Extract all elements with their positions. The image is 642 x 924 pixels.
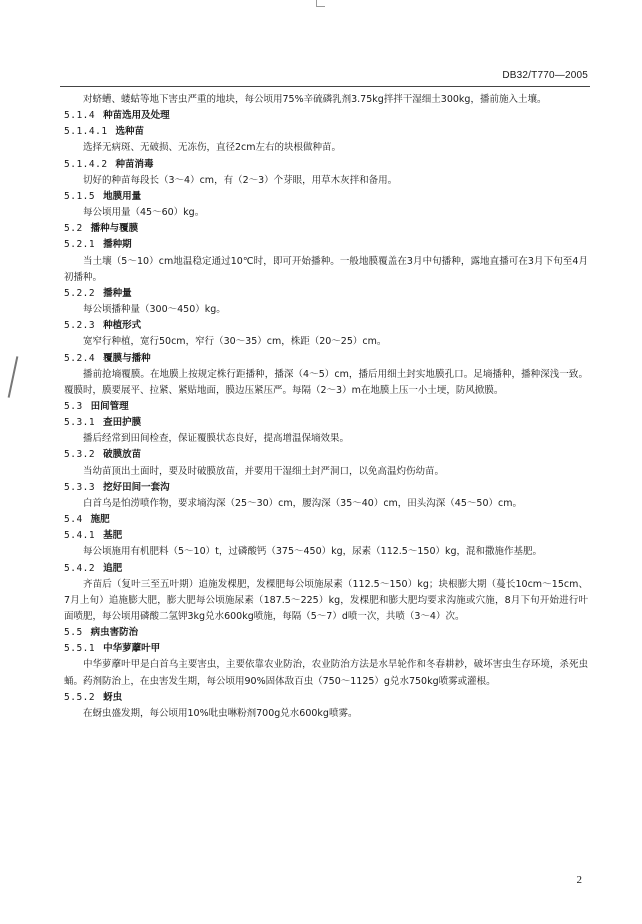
section-heading [64,690,588,706]
section-number: 5.2.3 [64,320,96,332]
section-title: 种苗选用及处理 [103,110,170,122]
section-title: 基肥 [103,530,123,542]
section-number: 5.5 [64,627,83,639]
section-heading [64,108,588,124]
section-title: 选种苗 [115,126,145,138]
section-number: 5.4.1 [64,530,96,542]
section-number: 5.2.2 [64,287,96,299]
section-heading [64,528,588,544]
section-number: 5.1.4.1 [64,126,108,138]
section-number: 5.4 [64,514,83,526]
section-number: 5.2.1 [64,239,96,251]
section-title: 破膜放苗 [103,449,142,461]
section-heading [64,351,588,367]
body-paragraph: 切好的种苗每段长（3～4）cm，有（2～3）个芽眼，用草木灰拌和备用。 [83,174,398,186]
section-number: 5.3.1 [64,417,96,429]
body-paragraph: 对蛴螬、蝼蛄等地下害虫严重的地块，每公顷用75%辛硫磷乳剂3.75kg拌拌干湿细土300kg，播前施入土壤。 [83,94,547,105]
section-heading [64,157,588,173]
body-paragraph: 当土壤（5～10）cm地温稳定通过10℃时，即可开始播种。一般地膜覆盖在3月中旬播种，露地直播可在3月下旬至4月初播种。 [64,255,588,283]
section-title: 种苗消毒 [115,158,154,170]
body-paragraph: 每公顷播种量（300～450）kg。 [83,304,226,316]
section-number: 5.1.5 [64,190,96,202]
section-heading [64,124,588,140]
section-number: 5.1.4.2 [64,158,108,170]
document-body [64,92,588,722]
section-heading [64,641,588,657]
body-paragraph: 当幼苗顶出土面时，要及时破膜放苗，并要用干湿细土封严洞口，以免高温灼伤幼苗。 [83,465,445,477]
section-number: 5.4.2 [64,562,96,574]
section-heading [64,189,588,205]
section-heading [64,561,588,577]
section-number: 5.3 [64,400,83,412]
section-number: 5.3.2 [64,449,96,461]
header-rule [60,86,590,87]
section-heading [64,512,588,528]
section-number: 5.1.4 [64,110,96,122]
section-heading [64,625,588,641]
section-title: 种植形式 [103,320,142,332]
section-heading [64,237,588,253]
section-number: 5.2 [64,223,83,235]
section-title: 病虫害防治 [90,627,139,639]
body-paragraph: 宽窄行种植，宽行50cm，窄行（30～35）cm，株距（20～25）cm。 [83,336,387,348]
section-heading [64,221,588,237]
section-number: 5.5.2 [64,691,96,703]
body-paragraph: 播后经常到田间检查，保证覆膜状态良好，提高增温保墒效果。 [83,433,350,445]
section-title: 播种与覆膜 [90,223,139,235]
section-title: 施肥 [90,514,110,526]
body-paragraph: 齐苗后（复叶三至五叶期）追施发棵肥，发棵肥每公顷施尿素（112.5～150）kg；块根膨大期（蔓长10cm～15cm、7月上旬）追施膨大肥，膨大肥每公顷施尿素（187.5～225）kg，发棵肥和膨大肥均要求沟施或穴施，8月下旬开始进行叶面喷肥，每公顷用磷酸二氢钾3kg兑水600kg喷施，每隔（5～7）d喷一次，共喷（3～4）次。 [64,578,588,622]
section-title: 田间管理 [90,400,129,412]
scan-artifact-top [316,0,325,7]
body-paragraph: 每公顷用量（45～60）kg。 [83,207,205,219]
section-heading [64,415,588,431]
section-heading [64,447,588,463]
section-title: 播种量 [103,287,132,299]
body-paragraph: 中华萝藦叶甲是白首乌主要害虫，主要依靠农业防治，农业防治方法是水旱轮作和冬春耕耖，破坏害虫生存环境，杀死虫蛹。药剂防治上，在虫害发生期，每公顷用90%固体敌百虫（750～1125）g兑水750kg喷雾或灌根。 [64,659,588,687]
section-title: 蚜虫 [103,691,123,703]
body-paragraph: 选择无病斑、无破损、无冻伤，直径2cm左右的块根做种苗。 [83,142,342,154]
section-heading [64,480,588,496]
section-heading [64,399,588,415]
section-title: 追肥 [103,562,123,574]
standard-code: DB32/T770—2005 [502,70,588,81]
section-title: 中华萝藦叶甲 [103,643,161,655]
section-number: 5.2.4 [64,352,96,364]
page-number: 2 [576,874,582,886]
body-paragraph: 播前抢墒覆膜。在地膜上按规定株行距播种，播深（4～5）cm，播后用细土封实地膜孔口。足墒播种，播种深浅一致。覆膜时，膜要展平、拉紧、紧贴地面，膜边压紧压严。每隔（2～3）m在地膜上压一小土埂，防风掀膜。 [64,368,588,396]
section-title: 覆膜与播种 [103,352,151,364]
body-paragraph: 每公顷施用有机肥料（5～10）t，过磷酸钙（375～450）kg，尿素（112.5～150）kg，混和撒施作基肥。 [83,546,543,558]
section-number: 5.5.1 [64,643,96,655]
section-title: 查田护膜 [103,417,142,429]
scan-artifact-margin [8,356,19,397]
section-heading [64,286,588,302]
section-number: 5.3.3 [64,481,96,493]
section-title: 地膜用量 [103,190,142,202]
section-heading [64,318,588,334]
section-title: 播种期 [103,239,132,251]
section-title: 挖好田间一套沟 [103,481,170,493]
body-paragraph: 在蚜虫盛发期，每公顷用10%吡虫啉粉剂700g兑水600kg喷雾。 [83,707,358,719]
body-paragraph: 白首乌是怕涝喷作物，要求墒沟深（25～30）cm，腰沟深（35～40）cm，田头沟深（45～50）cm。 [83,497,522,509]
